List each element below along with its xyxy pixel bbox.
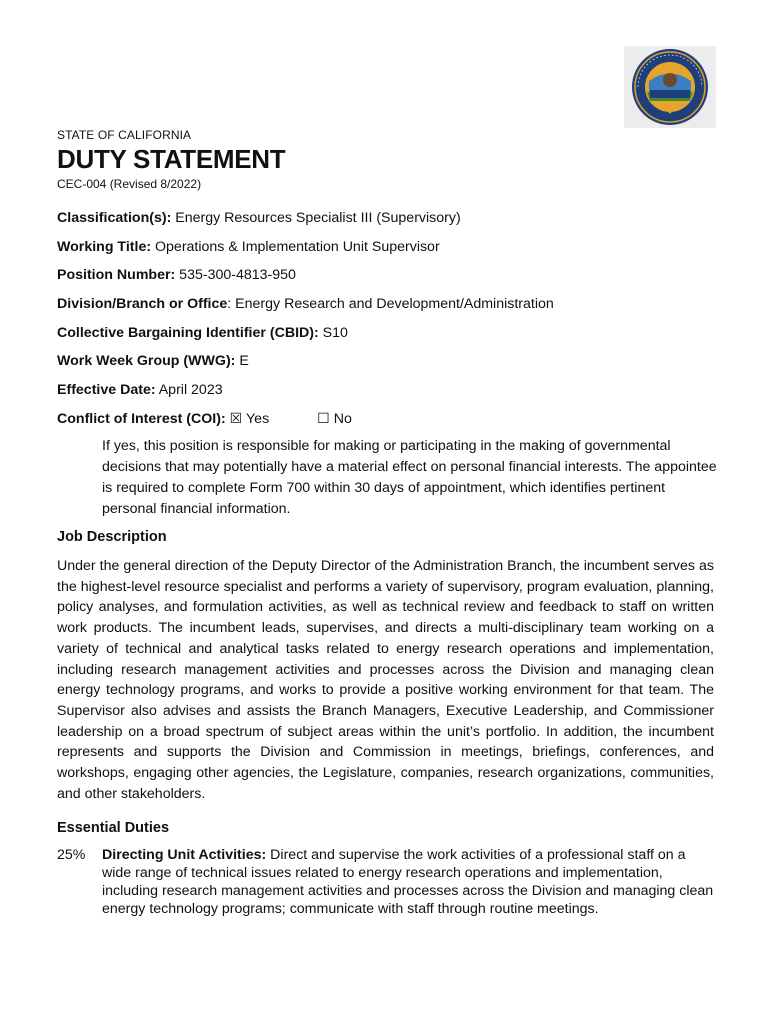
field-division	[57, 294, 717, 323]
duty-percent: 25%	[57, 847, 86, 863]
field-classification	[57, 208, 717, 237]
document-title: DUTY STATEMENT	[57, 144, 286, 174]
duty-text: Direct and supervise the work activities of a professional staff on a wide range of technical issues related to energy research operations and implementation, including research management activities and processes across the Division and managing clean energy technology programs; communicate with staff through routine meetings.	[102, 847, 714, 917]
field-label: Division/Branch or Office	[57, 296, 228, 313]
energy-commission-seal	[624, 46, 716, 128]
job-description-text: Under the general direction of the Deputy Director of the Administration Branch, the incumbent serves as the highest-level resource specialist and performs a variety of supervisory, program evaluation, planning, policy analyses, and formulation activities, as well as technical review and feedback to staff on written work products. The incumbent leads, supervises, and directs a multi-disciplinary team working on a variety of technical and analytical tasks related to energy research operations and implementation, including research management activities and processes across the Division and managing clean energy technology programs, and works to provide a positive working environment for that team. The Supervisor also advises and assists the Branch Managers, Executive Leadership, and Commissioner leadership on a broad spectrum of subject areas within the unit’s portfolio. In addition, the incumbent represents and supports the Division and Commission in meetings, briefings, conferences, and workshops, engaging other agencies, the Legislature, companies, research organizations, communities, and other stakeholders.	[57, 558, 714, 802]
duty-title: Directing Unit Activities:	[102, 847, 267, 863]
coi-note: If yes, this position is responsible for making or participating in the making of governmental decisions that may potentially have a material effect on personal financial interests. The appointee is required to complete Form 700 within 30 days of appointment, which identifies pertinent personal financial information.	[102, 438, 717, 517]
essential-duties-heading: Essential Duties	[57, 820, 170, 836]
field-coi	[57, 409, 717, 438]
field-label: Working Title:	[57, 238, 152, 255]
form-id: CEC-004 (Revised 8/2022)	[57, 177, 202, 191]
field-effective-date	[57, 380, 717, 409]
field-wwg	[57, 351, 717, 380]
field-value: S10	[318, 324, 348, 341]
field-label: Classification(s):	[57, 210, 172, 226]
field-label: Effective Date:	[57, 382, 156, 399]
field-label: Work Week Group (WWG):	[57, 353, 236, 370]
duty-description	[102, 846, 717, 918]
field-value: Operations & Implementation Unit Supervisor	[151, 238, 440, 255]
state-label: STATE OF CALIFORNIA	[57, 128, 192, 142]
field-label: Collective Bargaining Identifier (CBID):	[57, 324, 319, 341]
duty-item	[57, 846, 717, 918]
field-value: Energy Resources Specialist III (Supervisory)	[171, 210, 461, 226]
field-position-number	[57, 265, 717, 294]
field-cbid	[57, 323, 717, 352]
field-working-title	[57, 237, 717, 266]
job-description-heading: Job Description	[57, 529, 167, 545]
field-value: E	[235, 353, 249, 370]
coi-no-checkbox[interactable]: ☐ No	[317, 410, 352, 427]
field-value: 535-300-4813-950	[175, 267, 296, 284]
coi-label: Conflict of Interest (COI):	[57, 410, 226, 427]
field-label: Position Number:	[57, 267, 176, 284]
document-header	[57, 128, 285, 191]
position-fields	[57, 208, 717, 438]
coi-yes-checkbox[interactable]: ☒ Yes	[225, 410, 270, 427]
field-value: April 2023	[155, 382, 223, 399]
field-value: : Energy Research and Development/Administration	[227, 296, 554, 313]
